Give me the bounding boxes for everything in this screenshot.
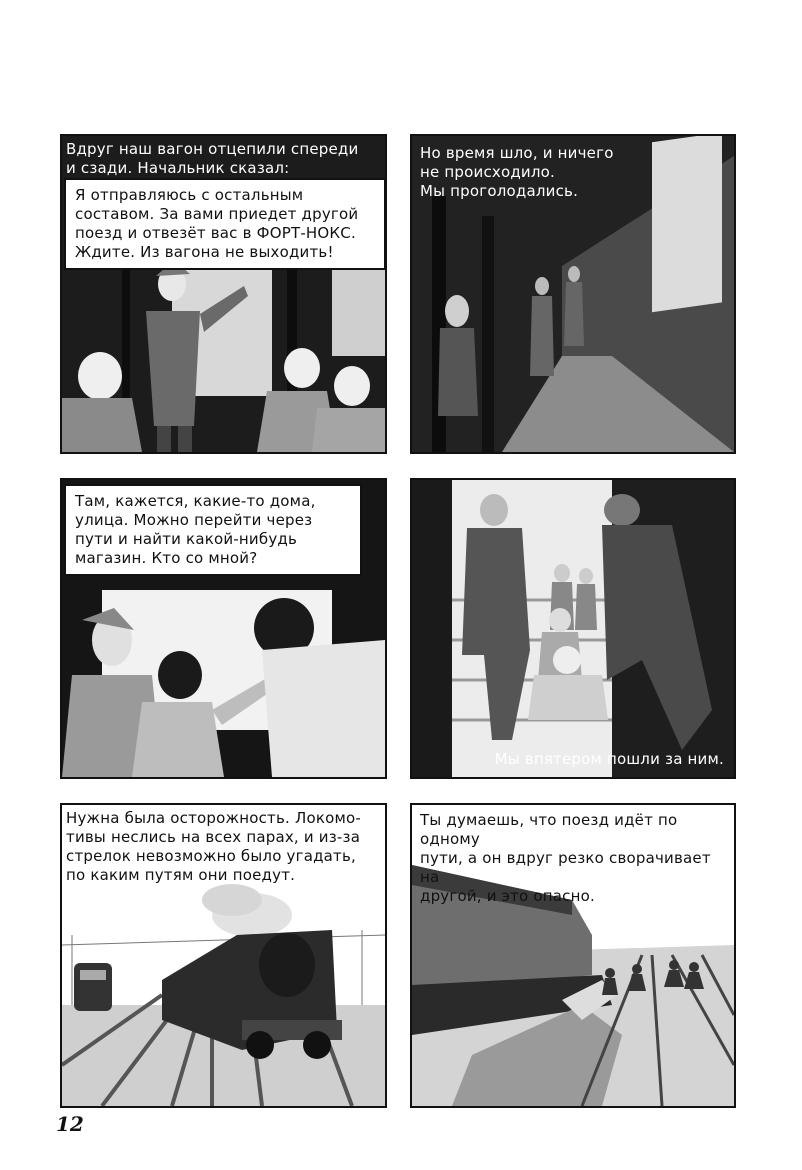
panel-3-speech-balloon: Там, кажется, какие-то дома, улица. Можно перейти через пути и найти какой-нибудь магазин. Кто со мной? xyxy=(64,484,362,576)
page-number: 12 xyxy=(56,1112,84,1136)
panel-2-waiting-corridor xyxy=(410,134,736,454)
panel-2-caption: Но время шло, и ничего не происходило. Мы проголодались. xyxy=(420,144,614,200)
panel-6-switching-track xyxy=(410,803,736,1108)
panel-1-caption: Вдруг наш вагон отцепили спереди и сзади. Начальник сказал: xyxy=(66,140,359,177)
panel-1-officer-announcement xyxy=(60,134,387,454)
panel-6-caption: Ты думаешь, что поезд идёт по одному пути, а он вдруг резко сворачивает на другой, и это опасно. xyxy=(420,811,711,905)
panel-4-leaving-car xyxy=(410,478,736,779)
panel-5-caption: Нужна была осторожность. Локомо- тивы неслись на всех парах, и из-за стрелок невозможно было угадать, по каким путям они поедут. xyxy=(66,809,361,884)
panel-3-proposal xyxy=(60,478,387,779)
panel-5-locomotives xyxy=(60,803,387,1108)
panel-1-speech-balloon: Я отправляюсь с остальным составом. За вами приедет другой поезд и отвезёт вас в ФОРТ-НОКС. Ждите. Из вагона не выходить! xyxy=(64,178,386,270)
panel-4-caption: Мы впятером пошли за ним. xyxy=(494,750,724,768)
soldiers-exiting-illustration xyxy=(412,480,734,777)
